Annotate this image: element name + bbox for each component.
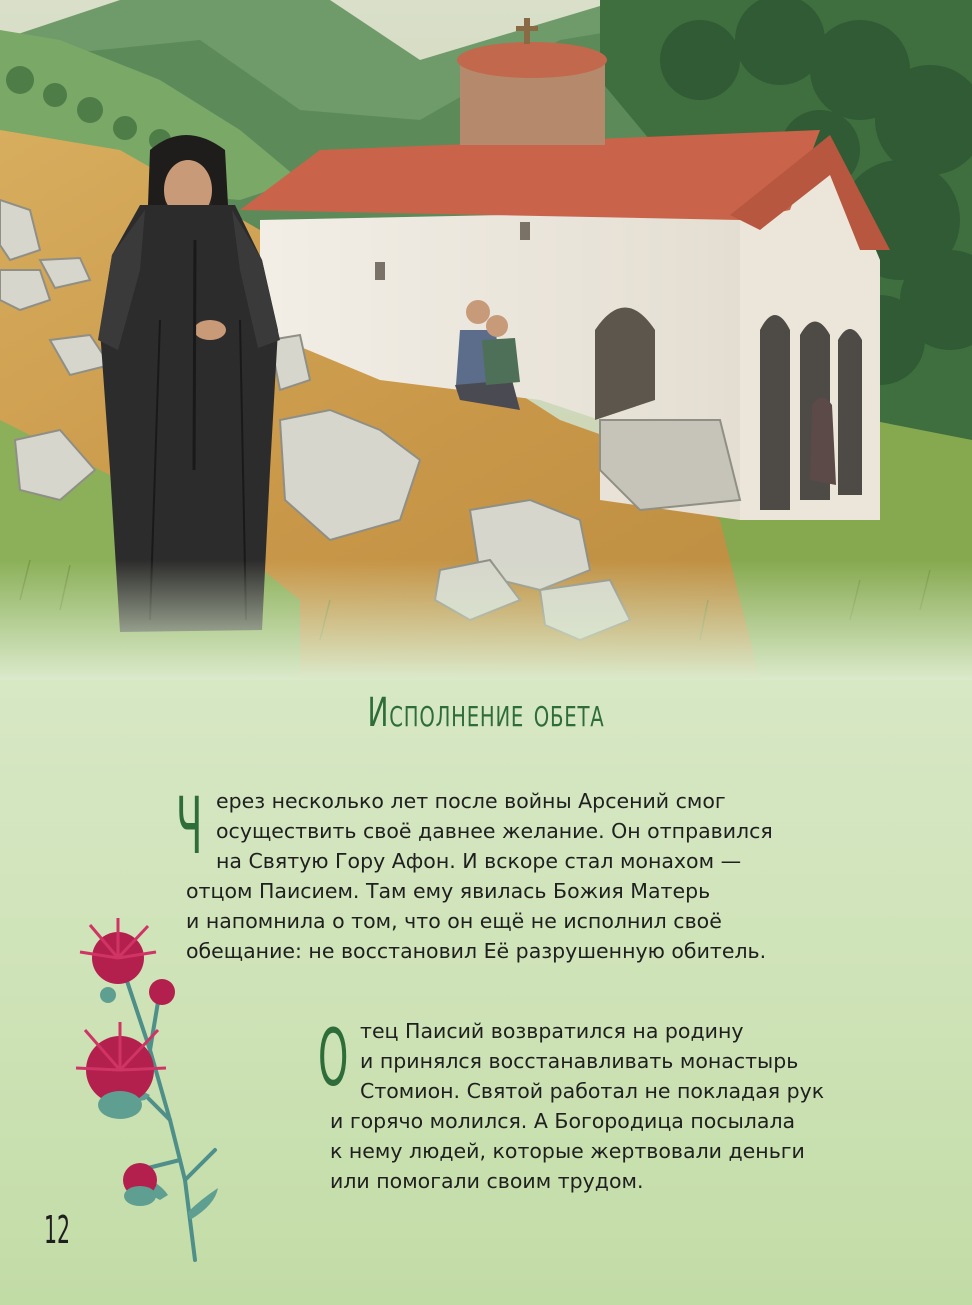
paragraph-line: обещание: не восстановил Её разрушенную обитель. bbox=[186, 939, 767, 963]
paragraph-line: и горячо молился. А Богородица посылала bbox=[330, 1109, 796, 1133]
paragraph-line: или помогали своим трудом. bbox=[330, 1169, 644, 1193]
paragraph-1 bbox=[176, 782, 773, 966]
paragraph-line: и принялся восстанавливать монастырь bbox=[360, 1049, 799, 1073]
paragraph-line: осуществить своё давнее желание. Он отправился bbox=[216, 819, 773, 843]
paragraph-line: на Святую Гору Афон. И вскоре стал монахом — bbox=[216, 849, 742, 873]
paragraph-line: ерез несколько лет после войны Арсений смог bbox=[216, 789, 726, 813]
paragraph-line: тец Паисий возвратился на родину bbox=[360, 1019, 744, 1043]
dropcap-2: О bbox=[318, 1014, 349, 1104]
paragraph-line: и напомнила о том, что он ещё не исполнил своё bbox=[186, 909, 722, 933]
paragraph-2 bbox=[318, 1014, 825, 1196]
dropcap-1: Ч bbox=[176, 782, 203, 872]
thistle-flower-icon bbox=[40, 900, 260, 1280]
paragraph-line: отцом Паисием. Там ему явилась Божия Матерь bbox=[186, 879, 711, 903]
chapter-title: Исполнение обета bbox=[367, 690, 605, 736]
paragraph-line: к нему людей, которые жертвовали деньги bbox=[330, 1139, 805, 1163]
paragraph-line: Стомион. Святой работал не покладая рук bbox=[360, 1079, 825, 1103]
page-number: 12 bbox=[44, 1208, 71, 1252]
